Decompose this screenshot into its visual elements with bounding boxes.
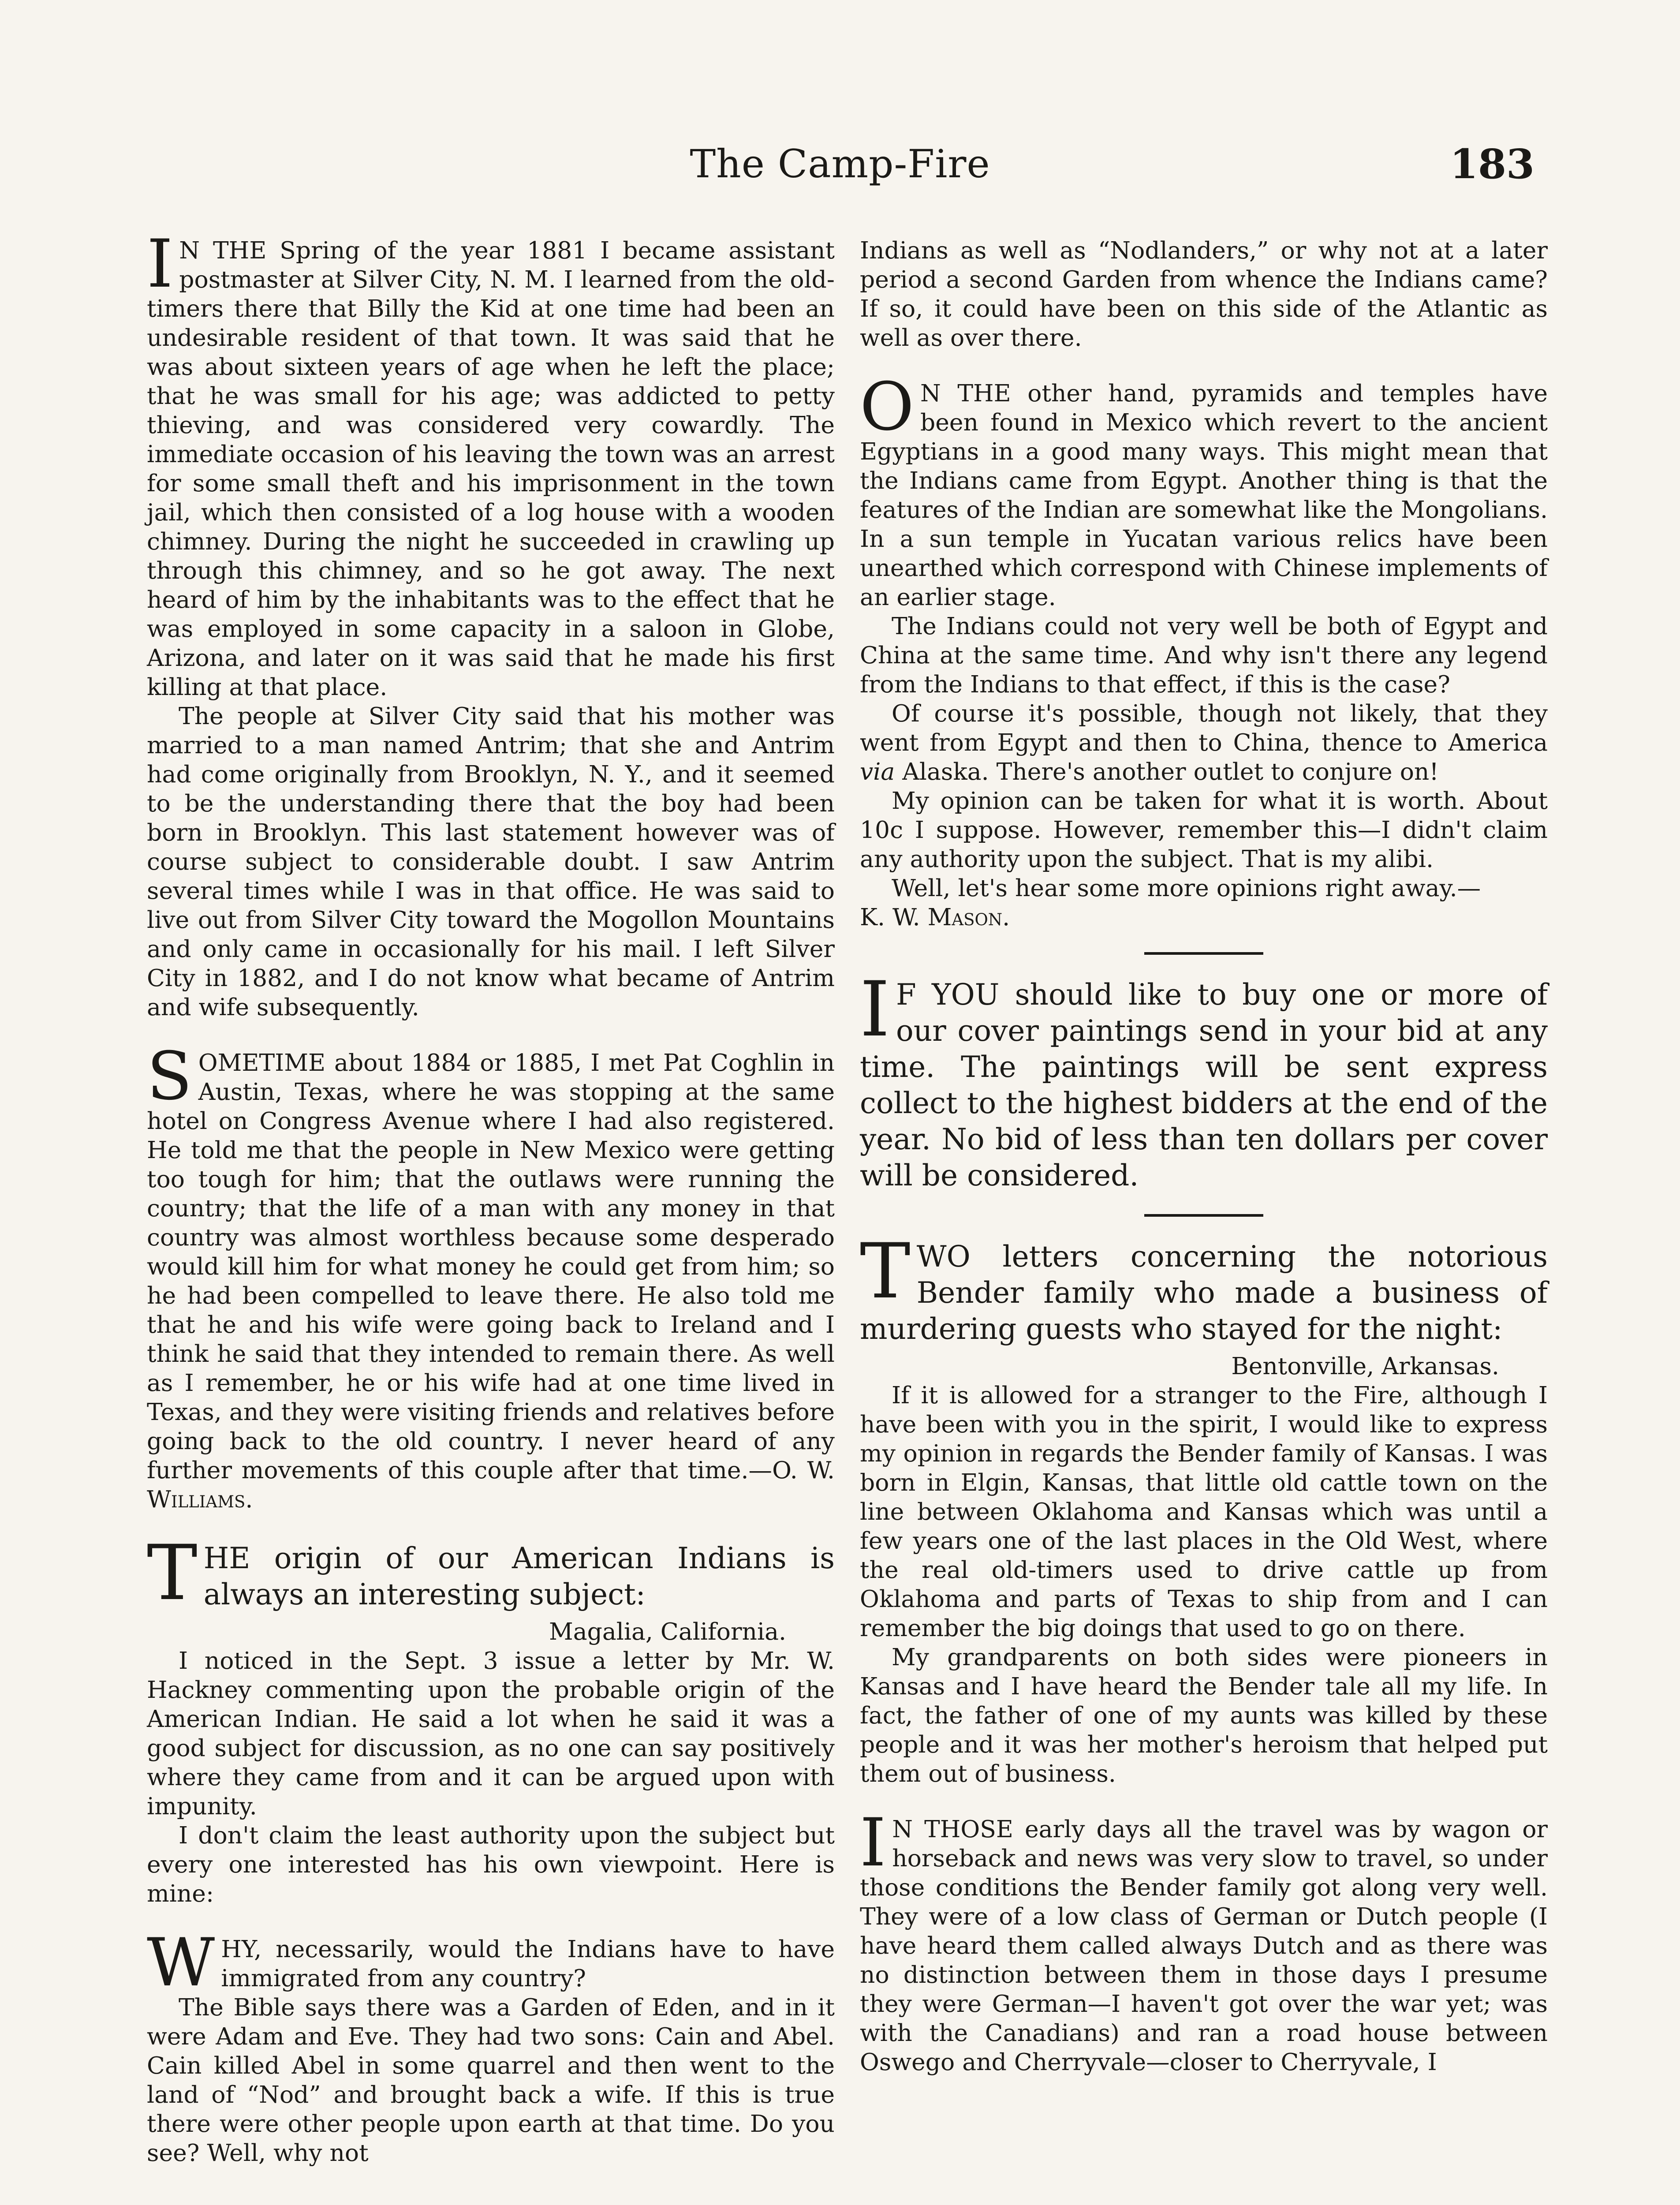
paragraph: My grandparents on both sides were pioneers in Kansas and I have heard the Bender tale all my life. In fact, the father of one of my aunts was killed by these people and it was her mother's heroism that helped put them out of business.: [860, 1643, 1548, 1787]
drop-cap: T: [147, 1529, 198, 1617]
paragraph: [147, 226, 835, 702]
dateline: Magalia, California.: [549, 1618, 786, 1645]
section-divider: [1144, 1214, 1263, 1217]
paragraph: The people at Silver City said that his mother was married to a man named Antrim; that she and Antrim had come originally from Brooklyn, N. Y., and it seemed to be the understanding there that the boy had been born in Brooklyn. This last statement however was of course subject to considerable doubt. I saw Antrim several times while I was in that office. He was said to live out from Silver City toward the Mogollon Mountains and only came in occasionally for his mail. I left Silver City in 1882, and I do not know what became of Antrim and wife subsequently.: [147, 702, 835, 1021]
drop-cap: I: [860, 965, 890, 1054]
section-cover-paintings: [860, 965, 1548, 1194]
paragraph: [860, 369, 1548, 612]
paragraph-text: OMETIME about 1884 or 1885, I met Pat Coghlin in Austin, Texas, where he was stopping at the same hotel on Congress Avenue where I had also registered. He told me that the people in New Mexico were getting too tough for him; that the outlaws were running the country; that the life of a man with any money in that country was almost worthless because some desperado would kill him for what money he could get from him; so he had been compelled to leave there. He also told me that he and his wife were going back to Ireland and I think he said that they intended to remain there. As well as I remember, he or his wife had at one time lived in Texas, and they were visiting friends and relatives before going back to the old country. I never heard of any further movements of this couple after that time.—: [147, 1049, 835, 1484]
paragraph-text: F YOU should like to buy one or more of our cover paintings send in your bid at any time. The paintings will be sent express collect to the highest bidders at the end of the year. No bid of less than ten dollars per cover will be considered.: [860, 978, 1548, 1192]
italic-via: via: [860, 758, 895, 785]
paragraph-text: N THOSE early days all the travel was by wagon or horseback and news was very slow to travel, so under those conditions the Bender family got along very well. They were of a low class of German or Dutch people (I have heard them called always Dutch and as there was no distinction between them in those days I presume they were German—I haven't got over the war yet; was with the Canadians) and ran a road house between Oswego and Cherryvale—closer to Cherryvale, I: [860, 1815, 1548, 2076]
drop-cap: O: [860, 369, 914, 445]
paragraph: I noticed in the Sept. 3 issue a letter by Mr. W. Hackney commenting upon the probable origin of the American Indian. He said a lot when he said it was a good subject for discussion, as no one can say positively where they came from and it can be argued upon with impunity.: [147, 1647, 835, 1820]
section-pat-coghlin: [147, 1038, 835, 1514]
section-billy-the-kid: [147, 226, 835, 1022]
section-divider: [1144, 952, 1263, 955]
section-early-days: [860, 1805, 1548, 2077]
signature: K. W. Mason.: [860, 903, 1010, 931]
section-bender-family: [860, 1227, 1548, 1788]
section-continued: [860, 236, 1548, 352]
paragraph-text: Well, let's hear some more opinions right away.—: [892, 874, 1481, 902]
paragraph: [860, 699, 1548, 786]
section-indian-origin: [147, 1529, 835, 1908]
dateline: Bentonville, Arkansas.: [1231, 1352, 1499, 1380]
paragraph: The Indians could not very well be both of Egypt and China at the same time. And why isn't there any legend from the Indians to that effect, if this is the case?: [860, 612, 1548, 698]
signature: O. W. Williams.: [147, 1456, 835, 1513]
right-column: [860, 236, 1548, 2077]
paragraph: [860, 1805, 1548, 2077]
intro-text: WO letters concerning the notorious Bender family who made a business of murdering guests who stayed for the night:: [860, 1240, 1548, 1346]
paragraph-text: HY, necessarily, would the Indians have to have immigrated from any country?: [221, 1935, 835, 1992]
paragraph: [147, 1038, 835, 1514]
drop-cap: I: [860, 1805, 886, 1881]
paragraph: My opinion can be taken for what it is worth. About 10c I suppose. However, remember this—I didn't claim any authority upon the subject. That is my alibi.: [860, 787, 1548, 873]
section-intro: [147, 1529, 835, 1617]
page-number: 183: [1449, 140, 1534, 188]
paragraph: The Bible says there was a Garden of Eden, and in it were Adam and Eve. They had two sons: Cain and Abel. Cain killed Abel in some quarrel and then went to the land of “Nod” and brought back a wife. If this is true there were other people upon earth at that time. Do you see? Well, why not: [147, 1993, 835, 2167]
drop-cap: W: [147, 1925, 215, 2001]
paragraph: If it is allowed for a stranger to the Fire, although I have been with you in the spirit, I would like to express my opinion in regards the Bender family of Kansas. I was born in Elgin, Kansas, that little old cattle town on the line between Oklahoma and Kansas which was until a few years one of the last places in the Old West, where the real old-timers used to drive cattle up from Oklahoma and parts of Texas to ship from and I can remember the big doings that used to go on there.: [860, 1381, 1548, 1642]
section-intro: [860, 1227, 1548, 1347]
paragraph-text: Of course it's possible, though not likely, that they went from Egypt and then to China, thence to America: [860, 699, 1548, 756]
intro-text: HE origin of our American Indians is always an interesting subject:: [203, 1541, 835, 1611]
left-column: [147, 226, 835, 2168]
paragraph: [147, 1925, 835, 2001]
section-why-necessarily: [147, 1925, 835, 2168]
paragraph-text: Alaska. There's another outlet to conjure on!: [895, 758, 1439, 785]
section-other-hand: [860, 369, 1548, 932]
paragraph: [860, 965, 1548, 1194]
paragraph: I don't claim the least authority upon the subject but every one interested has his own viewpoint. Here is mine:: [147, 1821, 835, 1907]
drop-cap: I: [147, 226, 173, 303]
page-header-title: The Camp-Fire: [690, 141, 990, 187]
drop-cap: T: [860, 1227, 911, 1316]
paragraph-text: N THE Spring of the year 1881 I became assistant postmaster at Silver City, N. M. I learned from the old-timers there that Billy the Kid at one time had been an undesirable resident of that town. It was said that he was about sixteen years of age when he left the place; that he was small for his age; was addicted to petty thieving, and was considered very cowardly. The immediate occasion of his leaving the town was an arrest for some small theft and his imprisonment in the town jail, which then consisted of a log house with a wooden chimney. During the night he succeeded in crawling up through this chimney, and so he got away. The next heard of him by the inhabitants was to the effect that he was employed in some capacity in a saloon in Globe, Arizona, and later on it was said that he made his first killing at that place.: [147, 236, 835, 701]
paragraph: Indians as well as “Nodlanders,” or why not at a later period a second Garden from whence the Indians came? If so, it could have been on this side of the Atlantic as well as over there.: [860, 236, 1548, 351]
drop-cap: S: [147, 1038, 192, 1115]
paragraph-text: N THE other hand, pyramids and temples have been found in Mexico which revert to the ancient Egyptians in a good many ways. This might mean that the Indians came from Egypt. Another thing is that the features of the Indian are somewhat like the Mongolians. In a sun temple in Yucatan various relics have been unearthed which correspond with Chinese implements of an earlier stage.: [860, 379, 1548, 611]
paragraph: [860, 874, 1548, 932]
